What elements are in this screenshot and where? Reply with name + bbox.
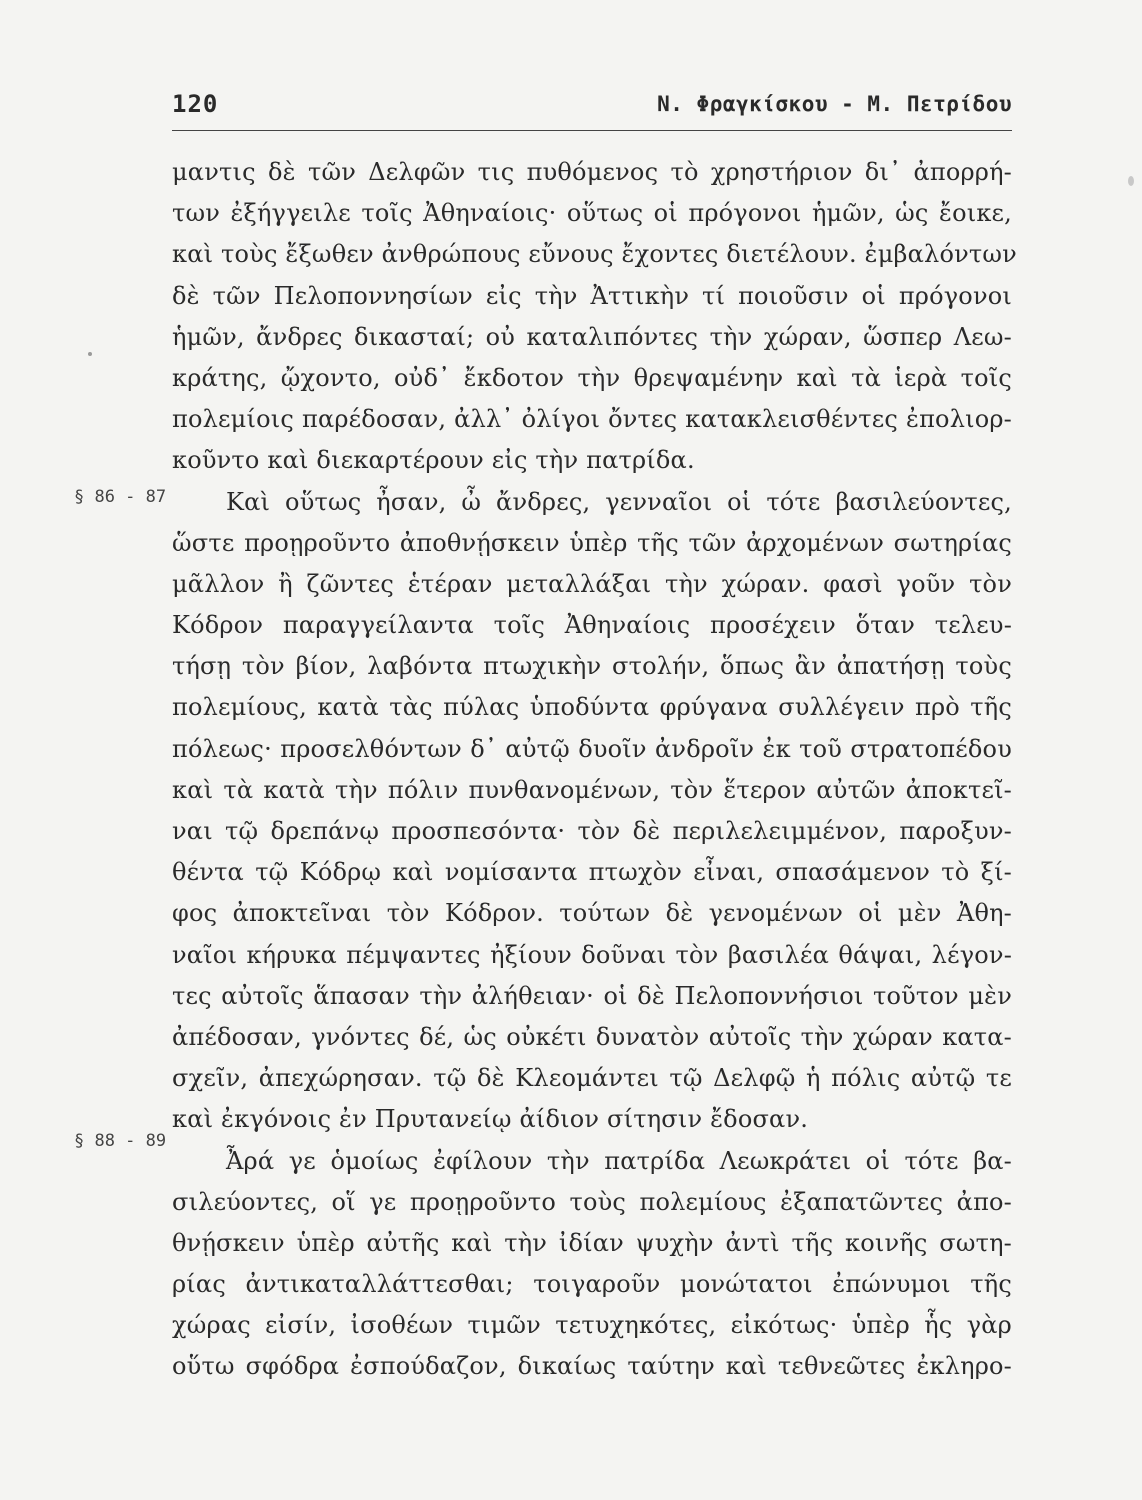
text-line: τες αὐτοῖς ἅπασαν τὴν ἀλήθειαν· οἱ δὲ Πελοποννήσιοι τοῦτον μὲν <box>172 981 1012 1010</box>
body-text <box>172 152 1017 1388</box>
text-line: καὶ τοὺς ἔξωθεν ἀνθρώπους εὔνους ἔχοντες διετέλουν. ἐμβαλόντων <box>172 240 1017 269</box>
text-line: μᾶλλον ἢ ζῶντες ἑτέραν μεταλλάξαι τὴν χώραν. φασὶ γοῦν τὸν <box>172 569 1012 598</box>
text-line: Καὶ οὕτως ἦσαν, ὦ ἄνδρες, γενναῖοι οἱ τότε βασιλεύοντες, <box>226 487 1012 516</box>
text-line: ναι τῷ δρεπάνῳ προσπεσόντα· τὸν δὲ περιλελειμμένον, παροξυν- <box>172 817 1012 845</box>
text-line: σχεῖν, ἀπεχώρησαν. τῷ δὲ Κλεομάντει τῷ Δελφῷ ἡ πόλις αὐτῷ τε <box>172 1064 1012 1093</box>
text-line: Ἆρά γε ὁμοίως ἐφίλουν τὴν πατρίδα Λεωκράτει οἱ τότε βα- <box>226 1146 1012 1175</box>
text-line: πολεμίοις παρέδοσαν, ἀλλ᾽ ὀλίγοι ὄντες κατακλεισθέντες ἐπολιορ- <box>172 405 1012 434</box>
running-head: Ν. Φραγκίσκου - Μ. Πετρίδου <box>657 92 1012 116</box>
paper-speck <box>88 352 92 356</box>
paragraph-1 <box>172 152 1017 482</box>
text-line: των ἐξήγγειλε τοῖς Ἀθηναίοις· οὕτως οἱ πρόγονοι ἡμῶν, ὡς ἔοικε, <box>172 199 1012 228</box>
text-line: θέντα τῷ Κόδρῳ καὶ νομίσαντα πτωχὸν εἶναι, σπασάμενον τὸ ξί- <box>172 858 1012 887</box>
text-line: ἀπέδοσαν, γνόντες δέ, ὡς οὐκέτι δυνατὸν αὐτοῖς τὴν χώραν κατα- <box>172 1022 1012 1051</box>
text-line: φος ἀποκτεῖναι τὸν Κόδρον. τούτων δὲ γενομένων οἱ μὲν Ἀθη- <box>172 899 1012 928</box>
text-line: ὥστε προῃροῦντο ἀποθνῄσκειν ὑπὲρ τῆς τῶν ἀρχομένων σωτηρίας <box>172 528 1012 557</box>
text-line: χώρας εἰσίν, ἰσοθέων τιμῶν τετυχηκότες, εἰκότως· ὑπὲρ ἧς γὰρ <box>172 1311 1012 1340</box>
text-line: ἡμῶν, ἄνδρες δικασταί; οὐ καταλιπόντες τὴν χώραν, ὥσπερ Λεω- <box>172 322 1012 351</box>
paper-speck <box>1128 176 1134 186</box>
text-line: σιλεύοντες, οἵ γε προῃροῦντο τοὺς πολεμίους ἐξαπατῶντες ἀπο- <box>172 1187 1012 1216</box>
text-line: κοῦντο καὶ διεκαρτέρουν εἰς τὴν πατρίδα. <box>172 446 695 475</box>
text-line: κράτης, ᾤχοντο, οὐδ᾽ ἔκδοτον τὴν θρεψαμένην καὶ τὰ ἱερὰ τοῖς <box>172 363 1012 392</box>
text-line: ρίας ἀντικαταλλάττεσθαι; τοιγαροῦν μονώτατοι ἐπώνυμοι τῆς <box>172 1270 1012 1299</box>
paragraph-2 <box>172 482 1012 1141</box>
section-marker-88-89: § 88 - 89 <box>74 1131 167 1151</box>
text-line: Κόδρον παραγγείλαντα τοῖς Ἀθηναίοις προσέχειν ὅταν τελευ- <box>172 611 1012 640</box>
page-number: 120 <box>172 90 219 118</box>
text-line: τήσῃ τὸν βίον, λαβόντα πτωχικὴν στολήν, ὅπως ἂν ἀπατήσῃ τοὺς <box>172 652 1012 681</box>
text-line: καὶ τὰ κατὰ τὴν πόλιν πυνθανομένων, τὸν ἕτερον αὐτῶν ἀποκτεῖ- <box>172 775 1012 804</box>
text-line: καὶ ἐκγόνοις ἐν Πρυτανείῳ ἀίδιον σίτησιν ἔδοσαν. <box>172 1105 809 1134</box>
text-line: πολεμίους, κατὰ τὰς πύλας ὑποδύντα φρύγανα συλλέγειν πρὸ τῆς <box>172 693 1012 722</box>
text-line: θνῄσκειν ὑπὲρ αὐτῆς καὶ τὴν ἰδίαν ψυχὴν ἀντὶ τῆς κοινῆς σωτη- <box>172 1228 1012 1257</box>
section-marker-86-87: § 86 - 87 <box>74 487 167 507</box>
paragraph-3 <box>172 1141 1012 1388</box>
page-header <box>172 86 1012 131</box>
text-line: δὲ τῶν Πελοποννησίων εἰς τὴν Ἀττικὴν τί ποιοῦσιν οἱ πρόγονοι <box>172 281 1012 310</box>
text-line: οὕτω σφόδρα ἐσπούδαζον, δικαίως ταύτην καὶ τεθνεῶτες ἐκληρο- <box>172 1352 1012 1381</box>
text-line: πόλεως· προσελθόντων δ᾽ αὐτῷ δυοῖν ἀνδροῖν ἐκ τοῦ στρατοπέδου <box>172 734 1012 763</box>
text-line: μαντις δὲ τῶν Δελφῶν τις πυθόμενος τὸ χρηστήριον δι᾽ ἀπορρή- <box>172 158 1012 186</box>
text-line: ναῖοι κήρυκα πέμψαντες ἠξίουν δοῦναι τὸν βασιλέα θάψαι, λέγον- <box>172 940 1012 969</box>
